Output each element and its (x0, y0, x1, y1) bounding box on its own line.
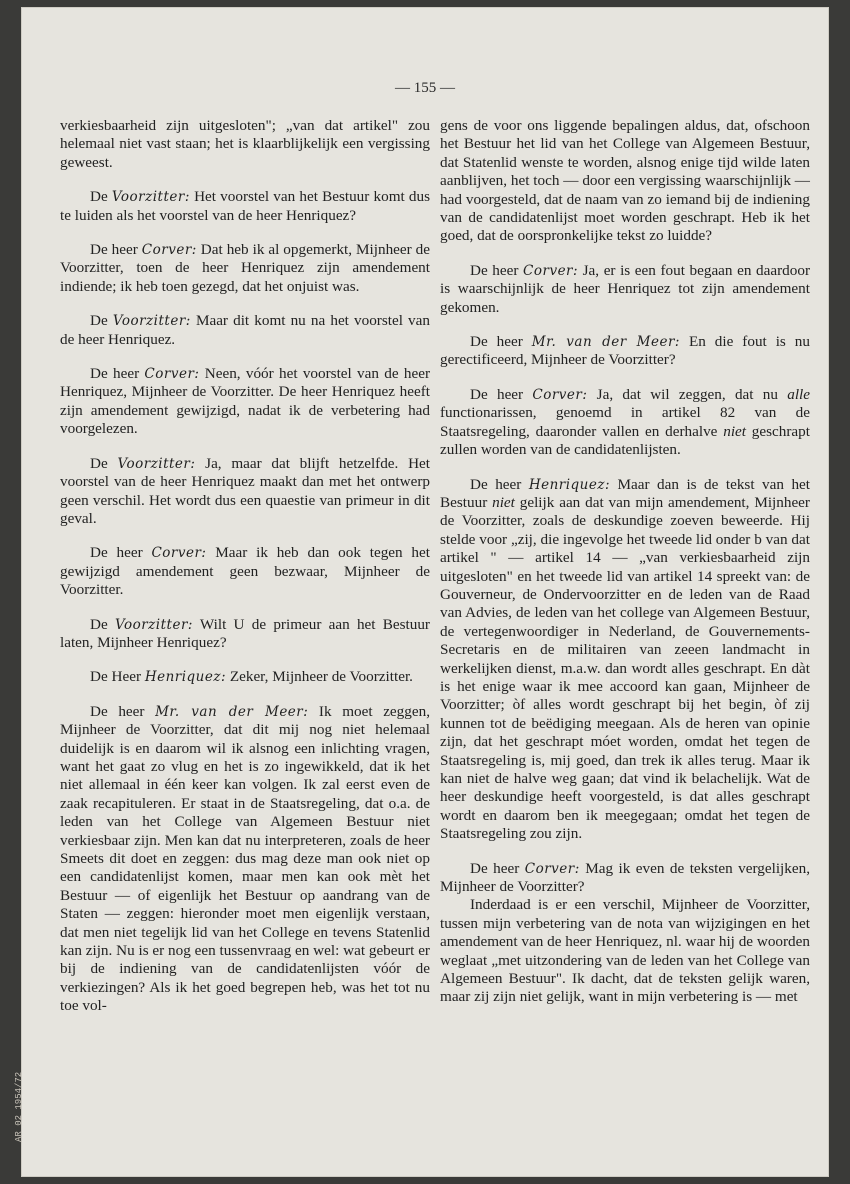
paragraph: De Heer Henriquez: Zeker, Mijnheer de Voorzitter. (90, 668, 413, 686)
right-column (440, 117, 810, 1007)
emphasis: niet (723, 422, 746, 440)
paragraph: De Voorzitter: Maar dit komt nu na het voorstel van de heer Henriquez. (60, 312, 430, 348)
paragraph: De heer Corver: Mag ik even de teksten vergelijken, Mijnheer de Voorzitter? (440, 859, 810, 896)
speaker-name: Corver: (151, 545, 207, 562)
left-column (60, 117, 430, 1016)
paragraph: De heer Corver: Ja, dat wil zeggen, dat nu alle functionarissen, genoemd in artikel 82 van de Staatsregeling, daaronder vallen en derhalve niet geschrapt zullen worden van de candidatenlijsten. (440, 385, 810, 459)
paragraph: De heer Henriquez: Maar dan is de tekst van het Bestuur niet gelijk aan dat van mijn amendement, Mijnheer de Voorzitter, zoals de deskundige zoeven beweerde. Hij stelde voor „zij, die ingevolge het tweede lid onder b van dat artikel " — artikel 14 — „van verkiesbaarheid zijn uitgesloten" en het tweede lid van artikel 14 spreekt van: de Gouverneur, de Ondervoorzitter en de leden van de Raad van Advies, de leden van het college van Algemeen Bestuur, de vertegenwoordiger in Nederland, de Gouvernements-Secretaris en de militairen van zeeen landmacht in werkelijken dienst, m.a.w. dan wordt alles geschrapt. En dàt is het enige waar ik mee accoord kan gaan, Mijnheer de Voorzitter; òf alles wordt geschrapt bij het begin, òf zij kunnen tot de beëdiging meegaan. Als de heren van opinie zijn, dat het geschrapt móet worden, omdat het tegen de Staatsregeling is, mij goed, dan trek ik alles terug. Maar ik kan niet de halve weg gaan; dat vind ik belachelijk. Wat de heer deskundige heeft voorgesteld, is dat alles geschrapt wordt en daarom ben ik meegegaan; omdat het tegen de Staatsregeling zou zijn. (440, 475, 811, 843)
page-number: — 155 — (395, 80, 455, 96)
speaker-name: Voorzitter: (117, 455, 196, 472)
paragraph: De heer Mr. van der Meer: Ik moet zeggen, Mijnheer de Voorzitter, dat dit mij nog niet helemaal duidelijk is en daarom wil ik alsnog een inlichting vragen, want het gaat zo vlug en het is zo ingewikkeld, dat ik het niet allemaal in één keer kan volgen. Ik zal eerst even de zaak recapituleren. Er staat in de Staatsregeling, dat o.a. de leden van het College van Algemeen Bestuur niet verkiesbaar zijn. Men kan dat nu interpreteren, zoals de heer Smeets dit doet en zeggen: dus mag deze man ook niet op een candidatenlijst komen, maar men kan ook mèt het Bestuur — of eigenlijk het Bestuur op aandrang van de Staten — zeggen: hieronder moet men eigenlijk verstaan, dat men niet tegelijk lid van het College en tevens Statenlid kan zijn. Nu is er nog een tussenvraag en wel: wat gebeurt er bij de indiening van de candidatenlijsten vóór de verkiezingen? Als ik het goed begrepen heb, was het tot nu toe vol- (60, 702, 430, 1015)
speaker-name: Henriquez: (528, 476, 611, 493)
paragraph: De Voorzitter: Wilt U de primeur aan het Bestuur laten, Mijnheer Henriquez? (60, 615, 430, 651)
speaker-name: Corver: (524, 860, 580, 877)
paragraph: De heer Corver: Neen, vóór het voorstel van de heer Henriquez, Mijnheer de Voorzitter. De heer Henriquez heeft zijn amendement gewijzigd, nadat ik de verbetering had voorgelezen. (60, 365, 431, 438)
speaker-name: Voorzitter: (112, 313, 191, 330)
paragraph: De Voorzitter: Ja, maar dat blijft hetzelfde. Het voorstel van de heer Henriquez maakt dan met het ontwerp geen verschil. Het wordt dus een quaestie van primeur in dit geval. (60, 454, 430, 527)
emphasis: alle (787, 385, 810, 403)
paragraph: gens de voor ons liggende bepalingen aldus, dat, ofschoon het Bestuur het lid van het College van Algemeen Bestuur, dat Statenlid wenste te worden, alsnog enige tijd wilde laten aanblijven, het toch — door een vergissing waarschijnlijk — had voorgesteld, dat de naam van zo iemand bij de indiening van de candidatenlijst moet worden geschrapt. Heb ik het goed, dat de oorspronkelijke tekst zo luidde? (440, 117, 810, 245)
speaker-name: Mr. van der Meer: (531, 334, 680, 351)
speaker-name: Voorzitter: (114, 616, 193, 633)
speaker-name: Mr. van der Meer: (155, 703, 309, 720)
paragraph: De Voorzitter: Het voorstel van het Bestuur komt dus te luiden als het voorstel van de heer Henriquez? (60, 188, 430, 224)
speaker-name: Corver: (532, 386, 588, 403)
speaker-name: Henriquez: (144, 669, 227, 686)
paragraph: De heer Corver: Dat heb ik al opgemerkt, Mijnheer de Voorzitter, toen de heer Henriquez zijn amendement indiende; ik heb toen gezegd, dat het onjuist was. (60, 241, 431, 295)
paragraph: De heer Corver: Ja, er is een fout begaan en daardoor is waarschijnlijk de heer Henriquez tot zijn amendement gekomen. (440, 261, 811, 316)
speaker-name: Voorzitter: (111, 189, 190, 206)
paragraph: verkiesbaarheid zijn uitgesloten"; „van dat artikel" zou helemaal niet vast staan; het is klaarblijkelijk een vergissing geweest. (60, 117, 430, 171)
paragraph: Inderdaad is er een verschil, Mijnheer de Voorzitter, tussen mijn verbetering van de nota van wijzigingen en het amendement van de heer Henriquez, nl. waar hij de woorden weglaat „met uitzondering van de leden van het College van Algemeen Bestuur". Ik dacht, dat de teksten gelijk waren, maar zij zijn niet gelijk, want in mijn verbetering is — met (440, 896, 810, 1006)
paragraph: De heer Mr. van der Meer: En die fout is nu gerectificeerd, Mijnheer de Voorzitter? (440, 333, 810, 369)
archive-stamp: AR 02 1954/72 (14, 1071, 24, 1142)
speaker-name: Corver: (144, 366, 200, 383)
speaker-name: Corver: (141, 242, 197, 259)
speaker-name: Corver: (523, 262, 579, 279)
paragraph: De heer Corver: Maar ik heb dan ook tegen het gewijzigd amendement geen bezwaar, Mijnheer de Voorzitter. (60, 544, 430, 599)
emphasis: niet (492, 493, 515, 511)
